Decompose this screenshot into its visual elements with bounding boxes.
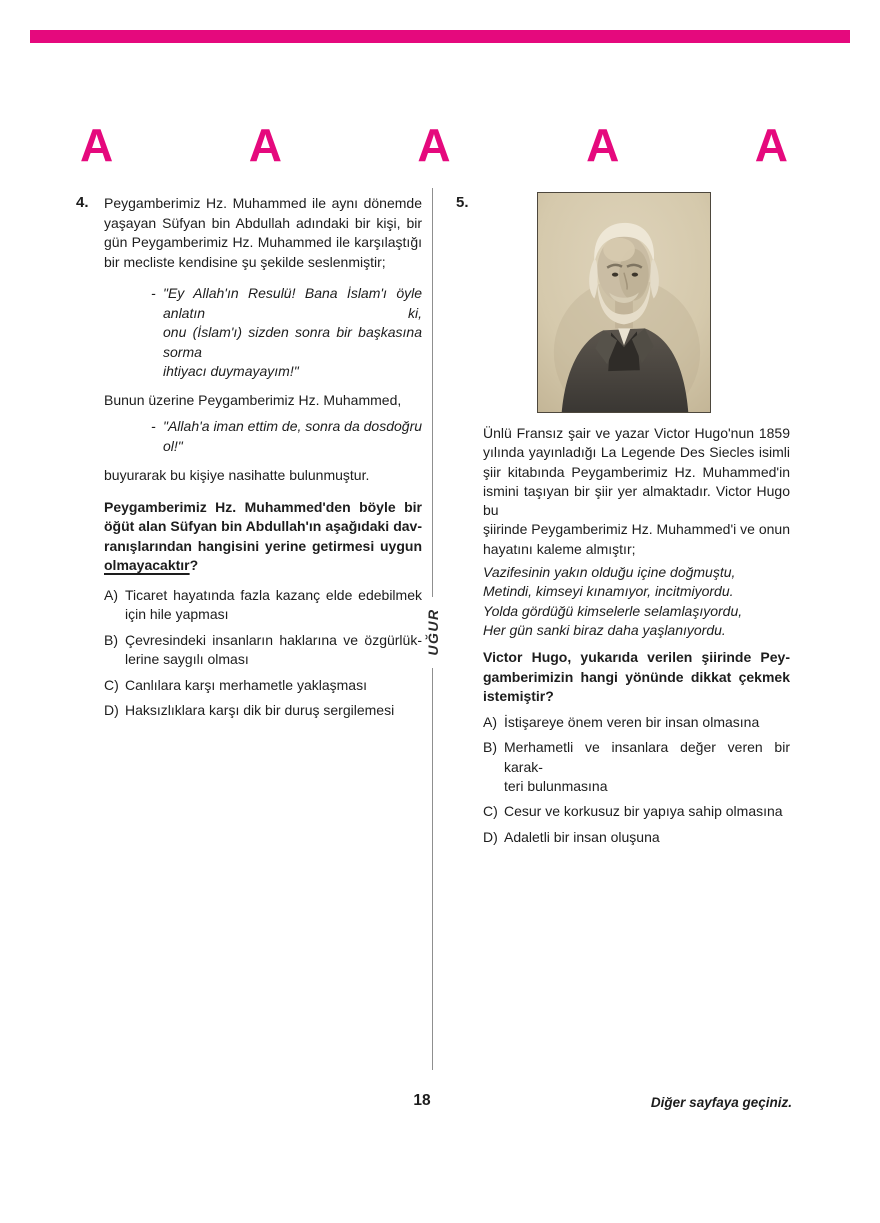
quote-text: "Ey Allah'ın Resulü! Bana İslam'ı öyle anlatın ki, onu (İslam'ı) sizden sonra bir başkasına sorma ihtiyacı duymayayım!" <box>163 285 422 379</box>
booklet-letter-a: A <box>754 119 788 171</box>
option-label: D) <box>483 828 498 845</box>
option-text: Canlılara karşı merhametle yaklaşması <box>125 676 367 693</box>
question-4-stem <box>104 498 422 576</box>
option-text: Merhametli ve insanlara değer veren bir karak- teri bulunmasına <box>504 739 790 795</box>
option-row-d <box>104 701 422 721</box>
option-text: Çevresindeki insanların haklarına ve özgürlük- lerine saygılı olması <box>125 631 422 667</box>
option-label: B) <box>483 739 497 756</box>
underlined-keyword: olmayacaktır <box>104 557 190 573</box>
booklet-letter-row <box>80 119 788 171</box>
question-5-stem: Victor Hugo, yukarıda verilen şiirinde Pey- gamberimizin hangi yönünde dikkat çekmek istemiştir? <box>483 649 790 704</box>
option-label: C) <box>483 803 498 820</box>
question-4-between-text: Bunun üzerine Peygamberimiz Hz. Muhammed, <box>104 391 402 408</box>
option-row-b <box>483 738 790 796</box>
question-4-quote-2 <box>104 417 422 456</box>
booklet-letter-a: A <box>80 119 114 171</box>
quote-dash: - <box>151 285 156 301</box>
option-row-c <box>104 676 422 696</box>
option-text: Ticaret hayatında fazla kazanç elde edebilmek için hile yapması <box>125 586 422 622</box>
question-4-quote-1 <box>104 284 422 382</box>
option-text: Cesur ve korkusuz bir yapıya sahip olmasına <box>504 803 783 820</box>
question-5-number: 5. <box>456 194 469 211</box>
option-row-a <box>483 713 790 732</box>
option-text: İstişareye önem veren bir insan olmasına <box>504 714 760 731</box>
page-number: 18 <box>413 1092 431 1109</box>
question-4-intro: Peygamberimiz Hz. Muhammed ile aynı dönemde yaşayan Süfyan bin Abdullah adındaki bir kişi, bir gün Peygamberimiz Hz. Muhammed ile karşılaştığı bir mecliste kendisine şu şekilde seslenmiştir; <box>104 195 422 270</box>
option-label: A) <box>104 586 118 603</box>
option-row-a <box>104 586 422 625</box>
quote-dash: - <box>151 418 156 434</box>
booklet-letter-a: A <box>586 119 620 171</box>
option-label: D) <box>104 702 119 718</box>
question-5-intro: Ünlü Fransız şair ve yazar Victor Hugo'nun 1859 yılında yayınladığı La Legende Des Siecles isimli şiir kitabında Peygamberimiz Hz. Muhammed'in ismini taşıyan bir şiir yer almaktadır. Victor Hugo bu şiirinde Peygamberimiz Hz. Muhammed'i ve onun hayatını kaleme almıştır; <box>483 425 790 557</box>
question-5-poem: Vazifesinin yakın olduğu içine doğmuştu, Metindi, kimseyi kınamıyor, incitmiyordu. Yolda gördüğü kimselerle selamlaşıyordu, Her gün sanki biraz daha yaşlanıyordu. <box>483 564 743 638</box>
question-4-number: 4. <box>76 194 89 211</box>
question-5-body <box>483 424 790 853</box>
top-accent-bar <box>30 30 850 43</box>
booklet-letter-a: A <box>248 119 282 171</box>
next-page-note: Diğer sayfaya geçiniz. <box>650 1095 792 1110</box>
column-divider <box>432 188 433 597</box>
booklet-letter-a: A <box>417 119 451 171</box>
option-text: Haksızlıklara karşı dik bir duruş sergilemesi <box>125 702 395 718</box>
stem-question-mark: ? <box>189 557 199 573</box>
question-4-after-text: buyurarak bu kişiye nasihatte bulunmuştur. <box>104 467 370 483</box>
option-label: C) <box>104 676 119 693</box>
victor-hugo-portrait <box>537 192 711 413</box>
quote-text: "Allah'a iman ettim de, sonra da dosdoğru ol!" <box>163 418 423 454</box>
question-4-stem-lines: Peygamberimiz Hz. Muhammed'den böyle bir öğüt alan Süfyan bin Abdullah'ın aşağıdaki dav- ranışlarından hangisini yerine getirmesi uygun <box>104 498 422 554</box>
portrait-image <box>538 193 710 412</box>
question-4-stem-last-line <box>104 556 422 576</box>
option-label: A) <box>483 714 497 731</box>
option-row-d <box>483 828 790 847</box>
question-4-body <box>104 194 422 727</box>
option-text: Adaletli bir insan oluşuna <box>504 828 660 845</box>
option-row-c <box>483 802 790 821</box>
option-row-b <box>104 631 422 670</box>
publisher-watermark: UĞUR <box>425 608 441 656</box>
column-divider <box>432 668 433 1070</box>
option-label: B) <box>104 631 118 648</box>
